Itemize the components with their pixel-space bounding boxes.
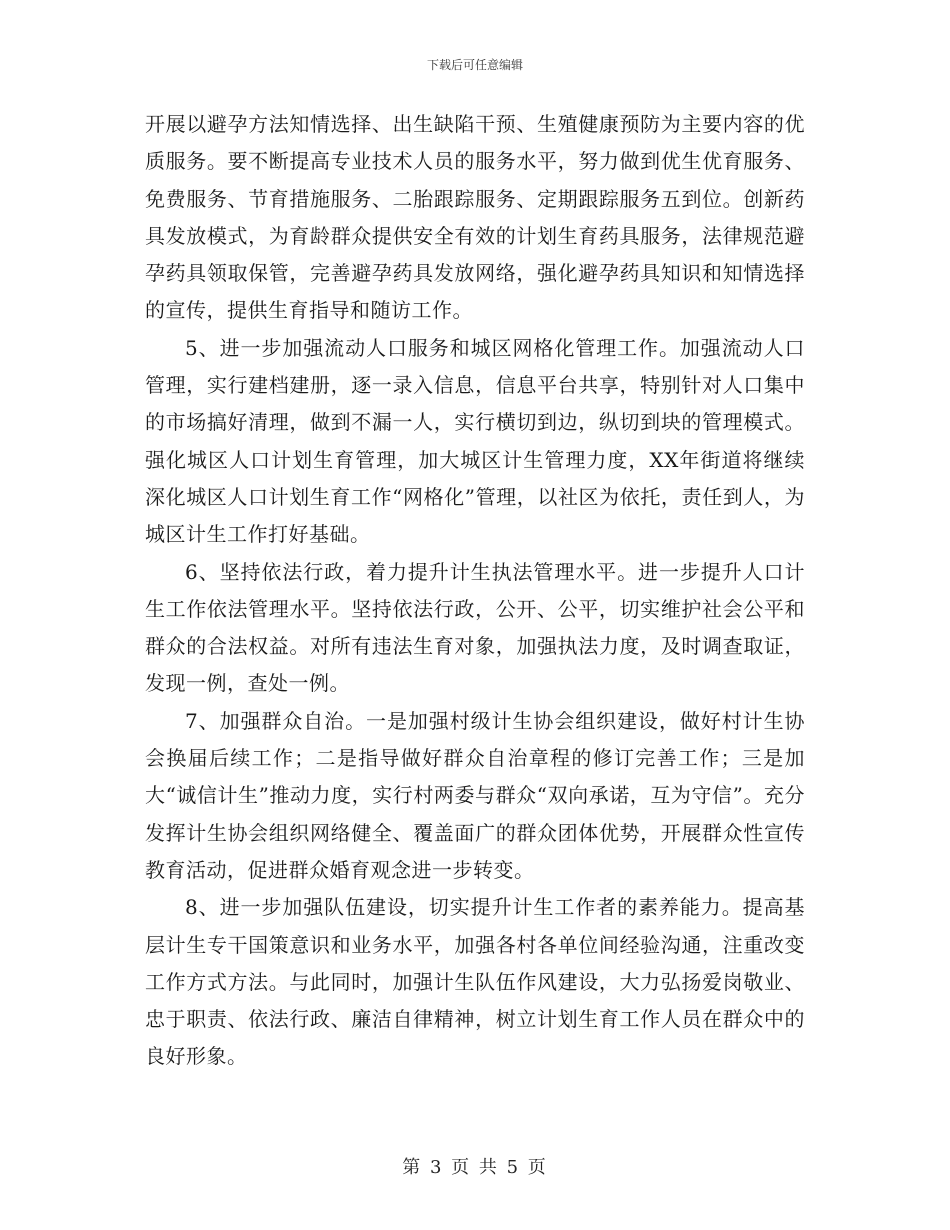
document-body <box>145 106 805 1076</box>
paragraph-item-6: 6、坚持依法行政，着力提升计生执法管理水平。进一步提升人口计生工作依法管理水平。坚持依法行政，公开、公平，切实维护社会公平和群众的合法权益。对所有违法生育对象，加强执法力度，及时调查取证，发现一例，查处一例。 <box>145 559 805 696</box>
paragraph-item-7: 7、加强群众自治。一是加强村级计生协会组织建设，做好村计生协会换届后续工作；二是指导做好群众自治章程的修订完善工作；三是加大“诚信计生”推动力度，实行村两委与群众“双向承诺，互为守信”。充分发挥计生协会组织网络健全、覆盖面广的群众团体优势，开展群众性宣传教育活动，促进群众婚育观念进一步转变。 <box>145 708 805 882</box>
paragraph-item-8: 8、进一步加强队伍建设，切实提升计生工作者的素养能力。提高基层计生专干国策意识和业务水平，加强各村各单位间经验沟通，注重改变工作方式方法。与此同时，加强计生队伍作风建设，大力弘扬爱岗敬业、忠于职责、依法行政、廉洁自律精神，树立计划生育工作人员在群众中的良好形象。 <box>145 895 805 1069</box>
page-header-note: 下载后可任意编辑 <box>426 58 523 72</box>
paragraph-continuation: 开展以避孕方法知情选择、出生缺陷干预、生殖健康预防为主要内容的优质服务。要不断提高专业技术人员的服务水平，努力做到优生优育服务、免费服务、节育措施服务、二胎跟踪服务、定期跟踪服务五到位。创新药具发放模式，为育龄群众提供安全有效的计划生育药具服务，法律规范避孕药具领取保管，完善避孕药具发放网络，强化避孕药具知识和知情选择的宣传，提供生育指导和随访工作。 <box>145 112 805 323</box>
paragraph-item-5: 5、进一步加强流动人口服务和城区网格化管理工作。加强流动人口管理，实行建档建册，逐一录入信息，信息平台共享，特别针对人口集中的市场搞好清理，做到不漏一人，实行横切到边，纵切到块的管理模式。强化城区人口计划生育管理，加大城区计生管理力度，XX年街道将继续深化城区人口计划生育工作“网格化”管理，以社区为依托，责任到人，为城区计生工作打好基础。 <box>145 335 805 547</box>
page-number: 第 3 页 共 5 页 <box>402 1157 548 1178</box>
